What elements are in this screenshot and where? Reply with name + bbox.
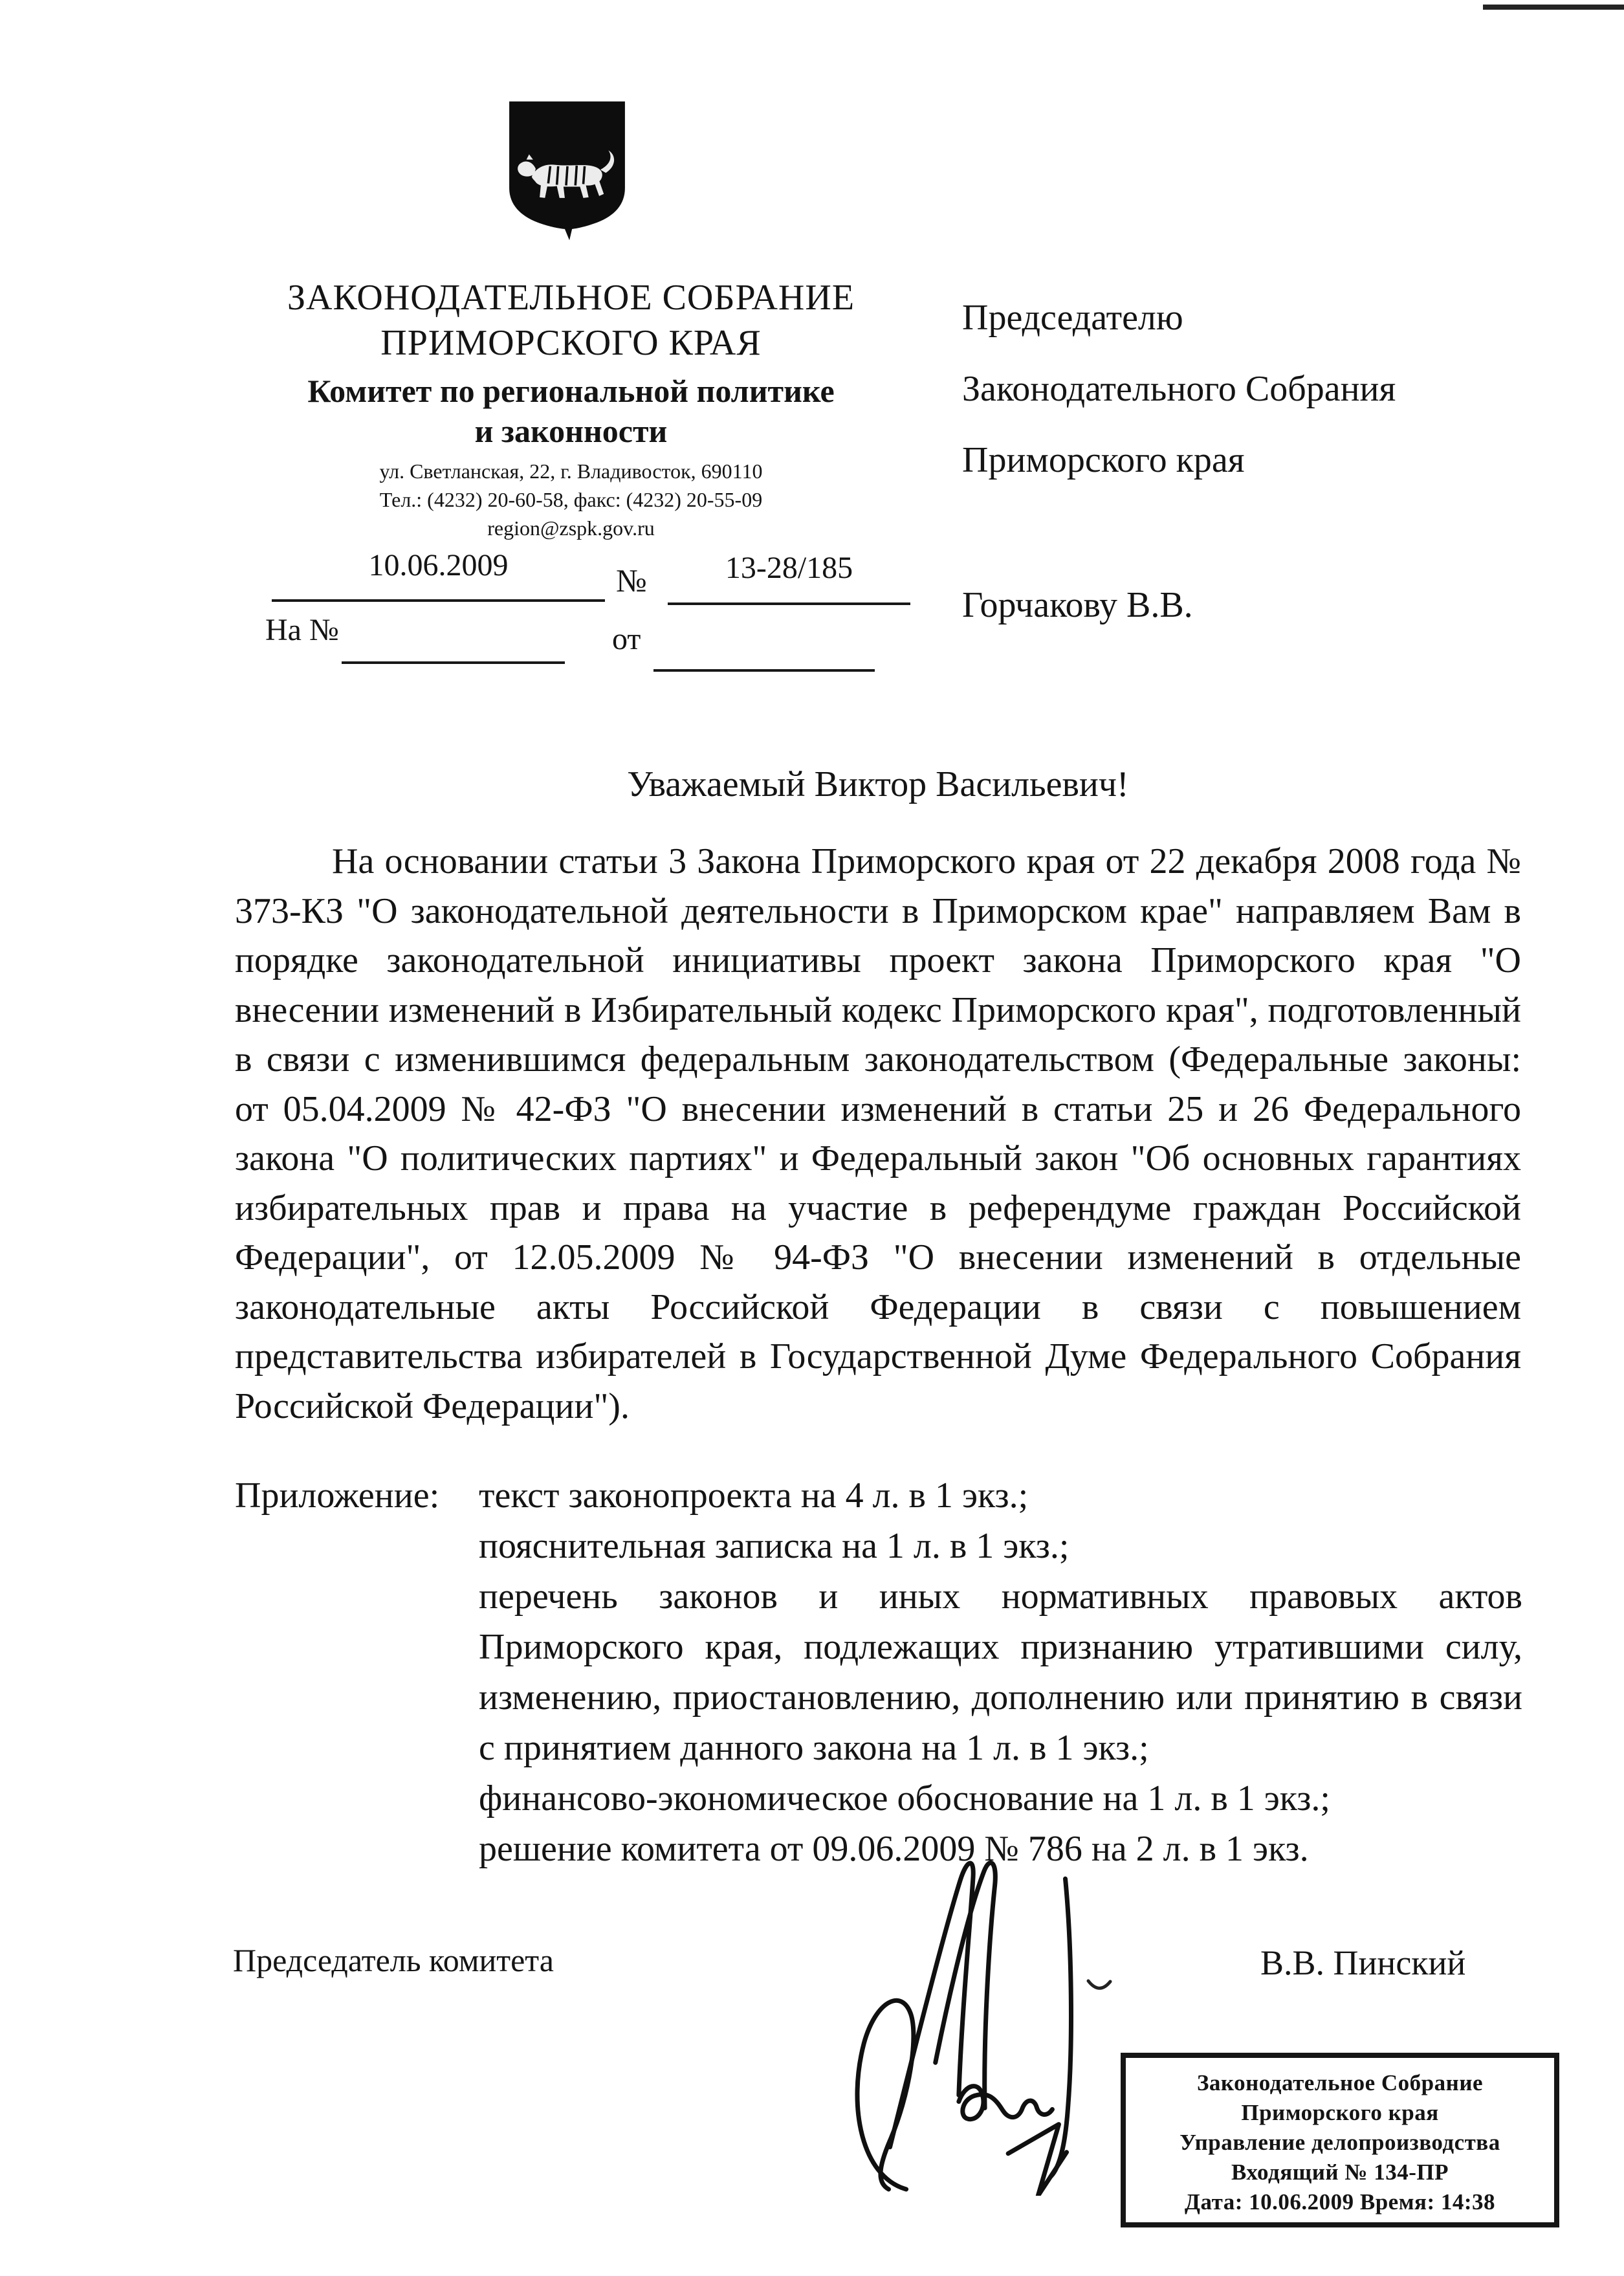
scan-artifact-line [1483, 5, 1624, 10]
recipient-title-line3: Приморского края [962, 440, 1245, 480]
org-name-line1: ЗАКОНОДАТЕЛЬНОЕ СОБРАНИЕ [287, 278, 855, 318]
stamp-org-line1: Законодательное Собрание [1196, 2070, 1484, 2095]
committee-name-line2: и законности [474, 413, 668, 449]
attachments-block [235, 1470, 1522, 1874]
attachment-item: перечень законов и иных нормативных правовых актов Приморского края, подлежащих признанию утратившими силу, изменению, приостановлению, дополнению или принятию в связи с принятием данного закона на 1 л. в 1 экз.; [479, 1576, 1522, 1768]
letterhead [214, 278, 928, 542]
committee-name-line1: Комитет по региональной политике [307, 373, 835, 409]
signature-scribble [844, 1848, 1111, 2196]
signature-name: В.В. Пинский [1260, 1943, 1466, 1982]
recipient-name: Горчакову В.В. [962, 585, 1193, 625]
outgoing-date: 10.06.2009 [368, 548, 509, 582]
org-name-line2: ПРИМОРСКОГО КРАЯ [380, 323, 762, 363]
attachment-item: текст законопроекта на 4 л. в 1 экз.; [479, 1475, 1029, 1516]
number-sign-label: № [616, 562, 647, 599]
stamp-incoming-number: Входящий № 134-ПР [1231, 2160, 1449, 2185]
outgoing-number: 13-28/185 [725, 551, 853, 585]
pen-check-mark-icon [1086, 1978, 1113, 1996]
attachment-item: финансово-экономическое обоснование на 1 л. в 1 экз.; [479, 1778, 1330, 1818]
recipient-title-line2: Законодательного Собрания [962, 369, 1396, 409]
address-block [214, 457, 928, 542]
incoming-stamp [1121, 2053, 1559, 2227]
reply-from-label: от [612, 622, 641, 656]
email-line: region@zspk.gov.ru [487, 516, 655, 540]
stamp-org-line2: Приморского края [1241, 2100, 1439, 2125]
signature-title: Председатель комитета [233, 1942, 554, 1978]
attachments-list [479, 1470, 1522, 1874]
attachment-item: решение комитета от 09.06.2009 № 786 на 2 л. в 1 экз. [479, 1829, 1309, 1869]
attachments-label: Приложение: [235, 1475, 440, 1516]
ruled-line-date [272, 599, 605, 602]
stamp-department-line: Управление делопроизводства [1180, 2130, 1500, 2155]
recipient-title-line1: Председателю [962, 298, 1183, 338]
salutation: Уважаемый Виктор Васильевич! [627, 764, 1129, 804]
ruled-line-number [668, 602, 910, 605]
recipient-block [962, 282, 1577, 641]
address-line: ул. Светланская, 22, г. Владивосток, 690110 [379, 459, 763, 483]
coat-of-arms-icon [507, 98, 628, 243]
body-paragraph: На основании статьи 3 Закона Приморского края от 22 декабря 2008 года № 373-КЗ "О законодательной деятельности в Приморском крае" направляем Вам в порядке законодательной инициативы проект закона Приморского края "О внесении изменений в Избирательный кодекс Приморского края", подготовленный в связи с изменившимся федеральным законодательством (Федеральные законы: от 05.04.2009 № 42-ФЗ "О внесении изменений в статьи 25 и 26 Федерального закона "О политических партиях" и Федеральный закон "Об основных гарантиях избирательных прав и права на участие в референдуме граждан Российской Федерации", от 12.05.2009 № 94-ФЗ "О внесении изменений в отдельные законодательные акты Российской Федерации в связи с повышением представительства избирателей в Государственной Думе Федерального Собрания Российской Федерации"). [235, 841, 1521, 1426]
attachment-item: пояснительная записка на 1 л. в 1 экз.; [479, 1526, 1070, 1566]
stamp-date-time: Дата: 10.06.2009 Время: 14:38 [1184, 2189, 1496, 2215]
phone-fax-line: Тел.: (4232) 20-60-58, факс: (4232) 20-55-09 [379, 488, 763, 511]
ruled-line-reply-from [653, 669, 875, 672]
reply-to-label: На № [265, 613, 339, 647]
ruled-line-reply [342, 661, 565, 664]
